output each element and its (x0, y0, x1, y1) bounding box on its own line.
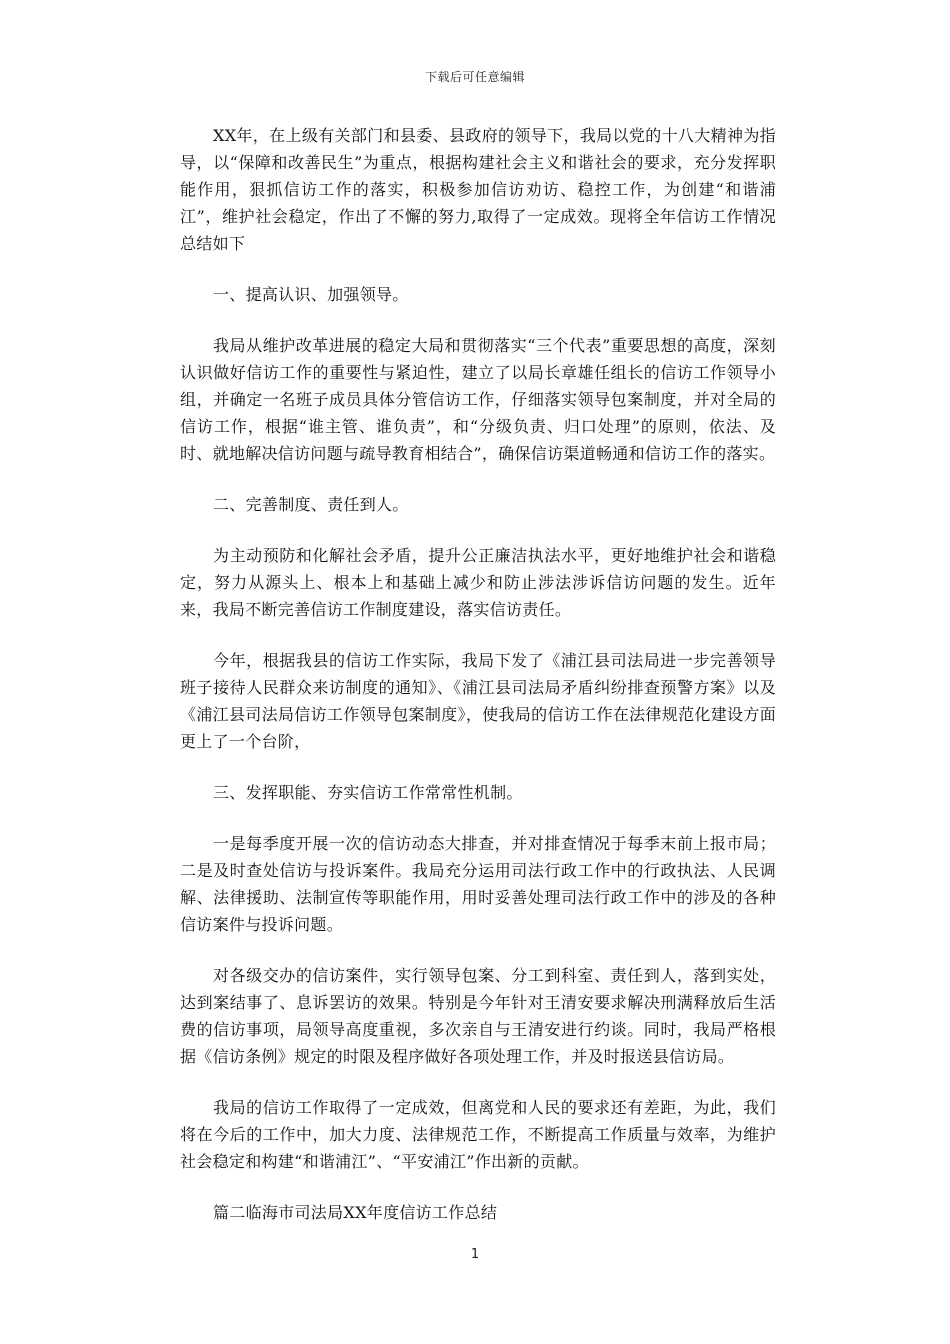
closing-paragraph: 我局的信访工作取得了一定成效，但离党和人民的要求还有差距，为此，我们将在今后的工作中，加大力度、法律规范工作，不断提高工作质量与效率，为维护社会稳定和构建“和谐浦江”、“平安浦江”作出新的贡献。 (180, 1098, 776, 1171)
section-heading-2: 二、完善制度、责任到人。 (213, 495, 409, 514)
next-article-title: 篇二临海市司法局XX年度信访工作总结 (213, 1203, 498, 1222)
section-2-paragraph-1: 为主动预防和化解社会矛盾，提升公正廉洁执法水平，更好地维护社会和谐稳定，努力从源头上、根本上和基础上减少和防止涉法涉诉信访问题的发生。近年来，我局不断完善信访工作制度建设，落实信访责任。 (180, 546, 776, 619)
section-heading-3: 三、发挥职能、夯实信访工作常常性机制。 (213, 783, 523, 802)
section-3-paragraph-2: 对各级交办的信访案件，实行领导包案、分工到科室、责任到人，落到实处，达到案结事了、息诉罢访的效果。特别是今年针对王清安要求解决刑满释放后生活费的信访事项，局领导高度重视，多次亲自与王清安进行约谈。同时，我局严格根据《信访条例》规定的时限及程序做好各项处理工作，并及时报送县信访局。 (180, 966, 776, 1066)
intro-paragraph: XX年，在上级有关部门和县委、县政府的领导下，我局以党的十八大精神为指导，以“保障和改善民生”为重点，根据构建社会主义和谐社会的要求，充分发挥职能作用，狠抓信访工作的落实，积极参加信访劝访、稳控工作，为创建“和谐浦江”，维护社会稳定，作出了不懈的努力,取得了一定成效。现将全年信访工作情况总结如下 (180, 126, 776, 253)
document-body (180, 122, 776, 1250)
section-2-paragraph-2: 今年，根据我县的信访工作实际，我局下发了《浦江县司法局进一步完善领导班子接待人民群众来访制度的通知》、《浦江县司法局矛盾纠纷排查预警方案》以及《浦江县司法局信访工作领导包案制度》，使我局的信访工作在法律规范化建设方面更上了一个台阶， (180, 651, 776, 751)
page-header: 下载后可任意编辑 (424, 70, 525, 84)
page-number: 1 (470, 1247, 480, 1262)
section-heading-1: 一、提高认识、加强领导。 (213, 285, 409, 304)
section-3-paragraph-1: 一是每季度开展一次的信访动态大排查，并对排查情况于每季末前上报市局；二是及时查处信访与投诉案件。我局充分运用司法行政工作中的行政执法、人民调解、法律援助、法制宣传等职能作用，用时妥善处理司法行政工作中的涉及的各种信访案件与投诉问题。 (180, 834, 776, 934)
section-1-paragraph: 我局从维护改革进展的稳定大局和贯彻落实“三个代表”重要思想的高度，深刻认识做好信访工作的重要性与紧迫性，建立了以局长章雄任组长的信访工作领导小组，并确定一名班子成员具体分管信访工作，仔细落实领导包案制度，并对全局的信访工作，根据“谁主管、谁负责”，和“分级负责、归口处理”的原则，依法、及时、就地解决信访问题与疏导教育相结合”，确保信访渠道畅通和信访工作的落实。 (180, 336, 776, 463)
